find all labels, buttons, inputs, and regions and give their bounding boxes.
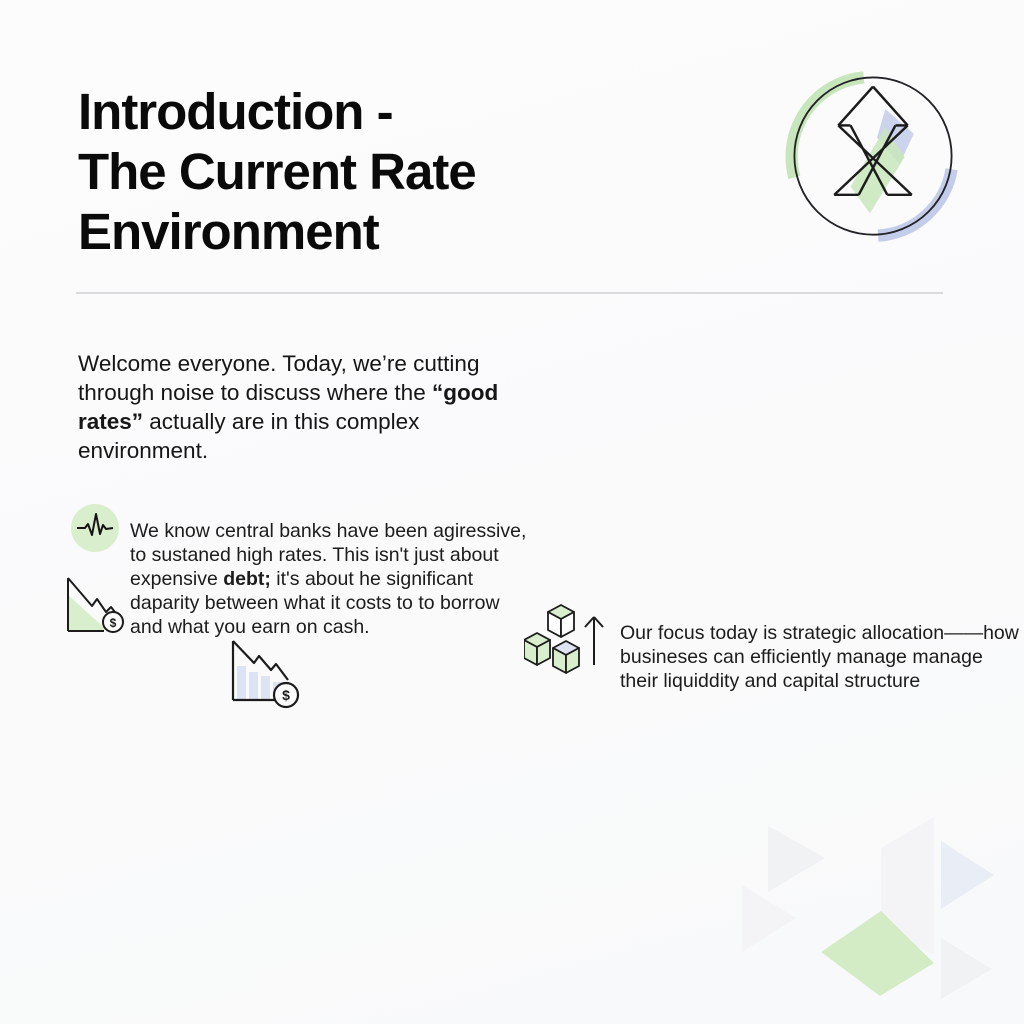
growth-arrow-icon <box>775 56 971 252</box>
point-text: We know central banks have been agiressive, to sustaned high rates. This isn't just about expensive <box>130 519 527 590</box>
point-text-rates <box>130 519 530 640</box>
divider <box>76 292 943 294</box>
pulse-icon <box>71 504 119 552</box>
deco-triangle <box>941 938 992 999</box>
point-text: it's about he significant daparity between what it costs to to borrow and what you earn on cash. <box>130 567 500 639</box>
dollar-symbol: $ <box>282 687 290 703</box>
intro-emphasis: “good rates” <box>78 379 499 434</box>
intro-text: actually are in this complex environment. <box>78 409 420 464</box>
deco-triangle-blue <box>941 841 994 909</box>
brand-logo <box>775 56 971 252</box>
cubes-growth-icon <box>524 597 616 681</box>
point-text-allocation: Our focus today is strategic allocation——how busineses can efficiently manage manage their liquiddity and capital structure <box>620 621 1019 692</box>
page-title <box>78 82 678 263</box>
up-arrow-icon <box>585 617 603 665</box>
declining-bars-icon <box>227 636 301 710</box>
declining-chart-icon <box>62 574 128 636</box>
deco-shapes <box>728 808 1024 1024</box>
intro-text: Welcome everyone. Today, we’re cutting through noise to discuss where the <box>78 350 480 405</box>
page-title-line: Environment <box>78 203 379 261</box>
dollar-symbol: $ <box>109 616 117 630</box>
deco-triangle <box>768 826 825 892</box>
point-emphasis: debt; <box>223 567 271 590</box>
deco-triangle <box>742 885 796 952</box>
intro-paragraph <box>78 349 523 466</box>
page-title-line: The Current Rate <box>78 143 476 201</box>
page-title-line: Introduction - <box>78 83 393 140</box>
